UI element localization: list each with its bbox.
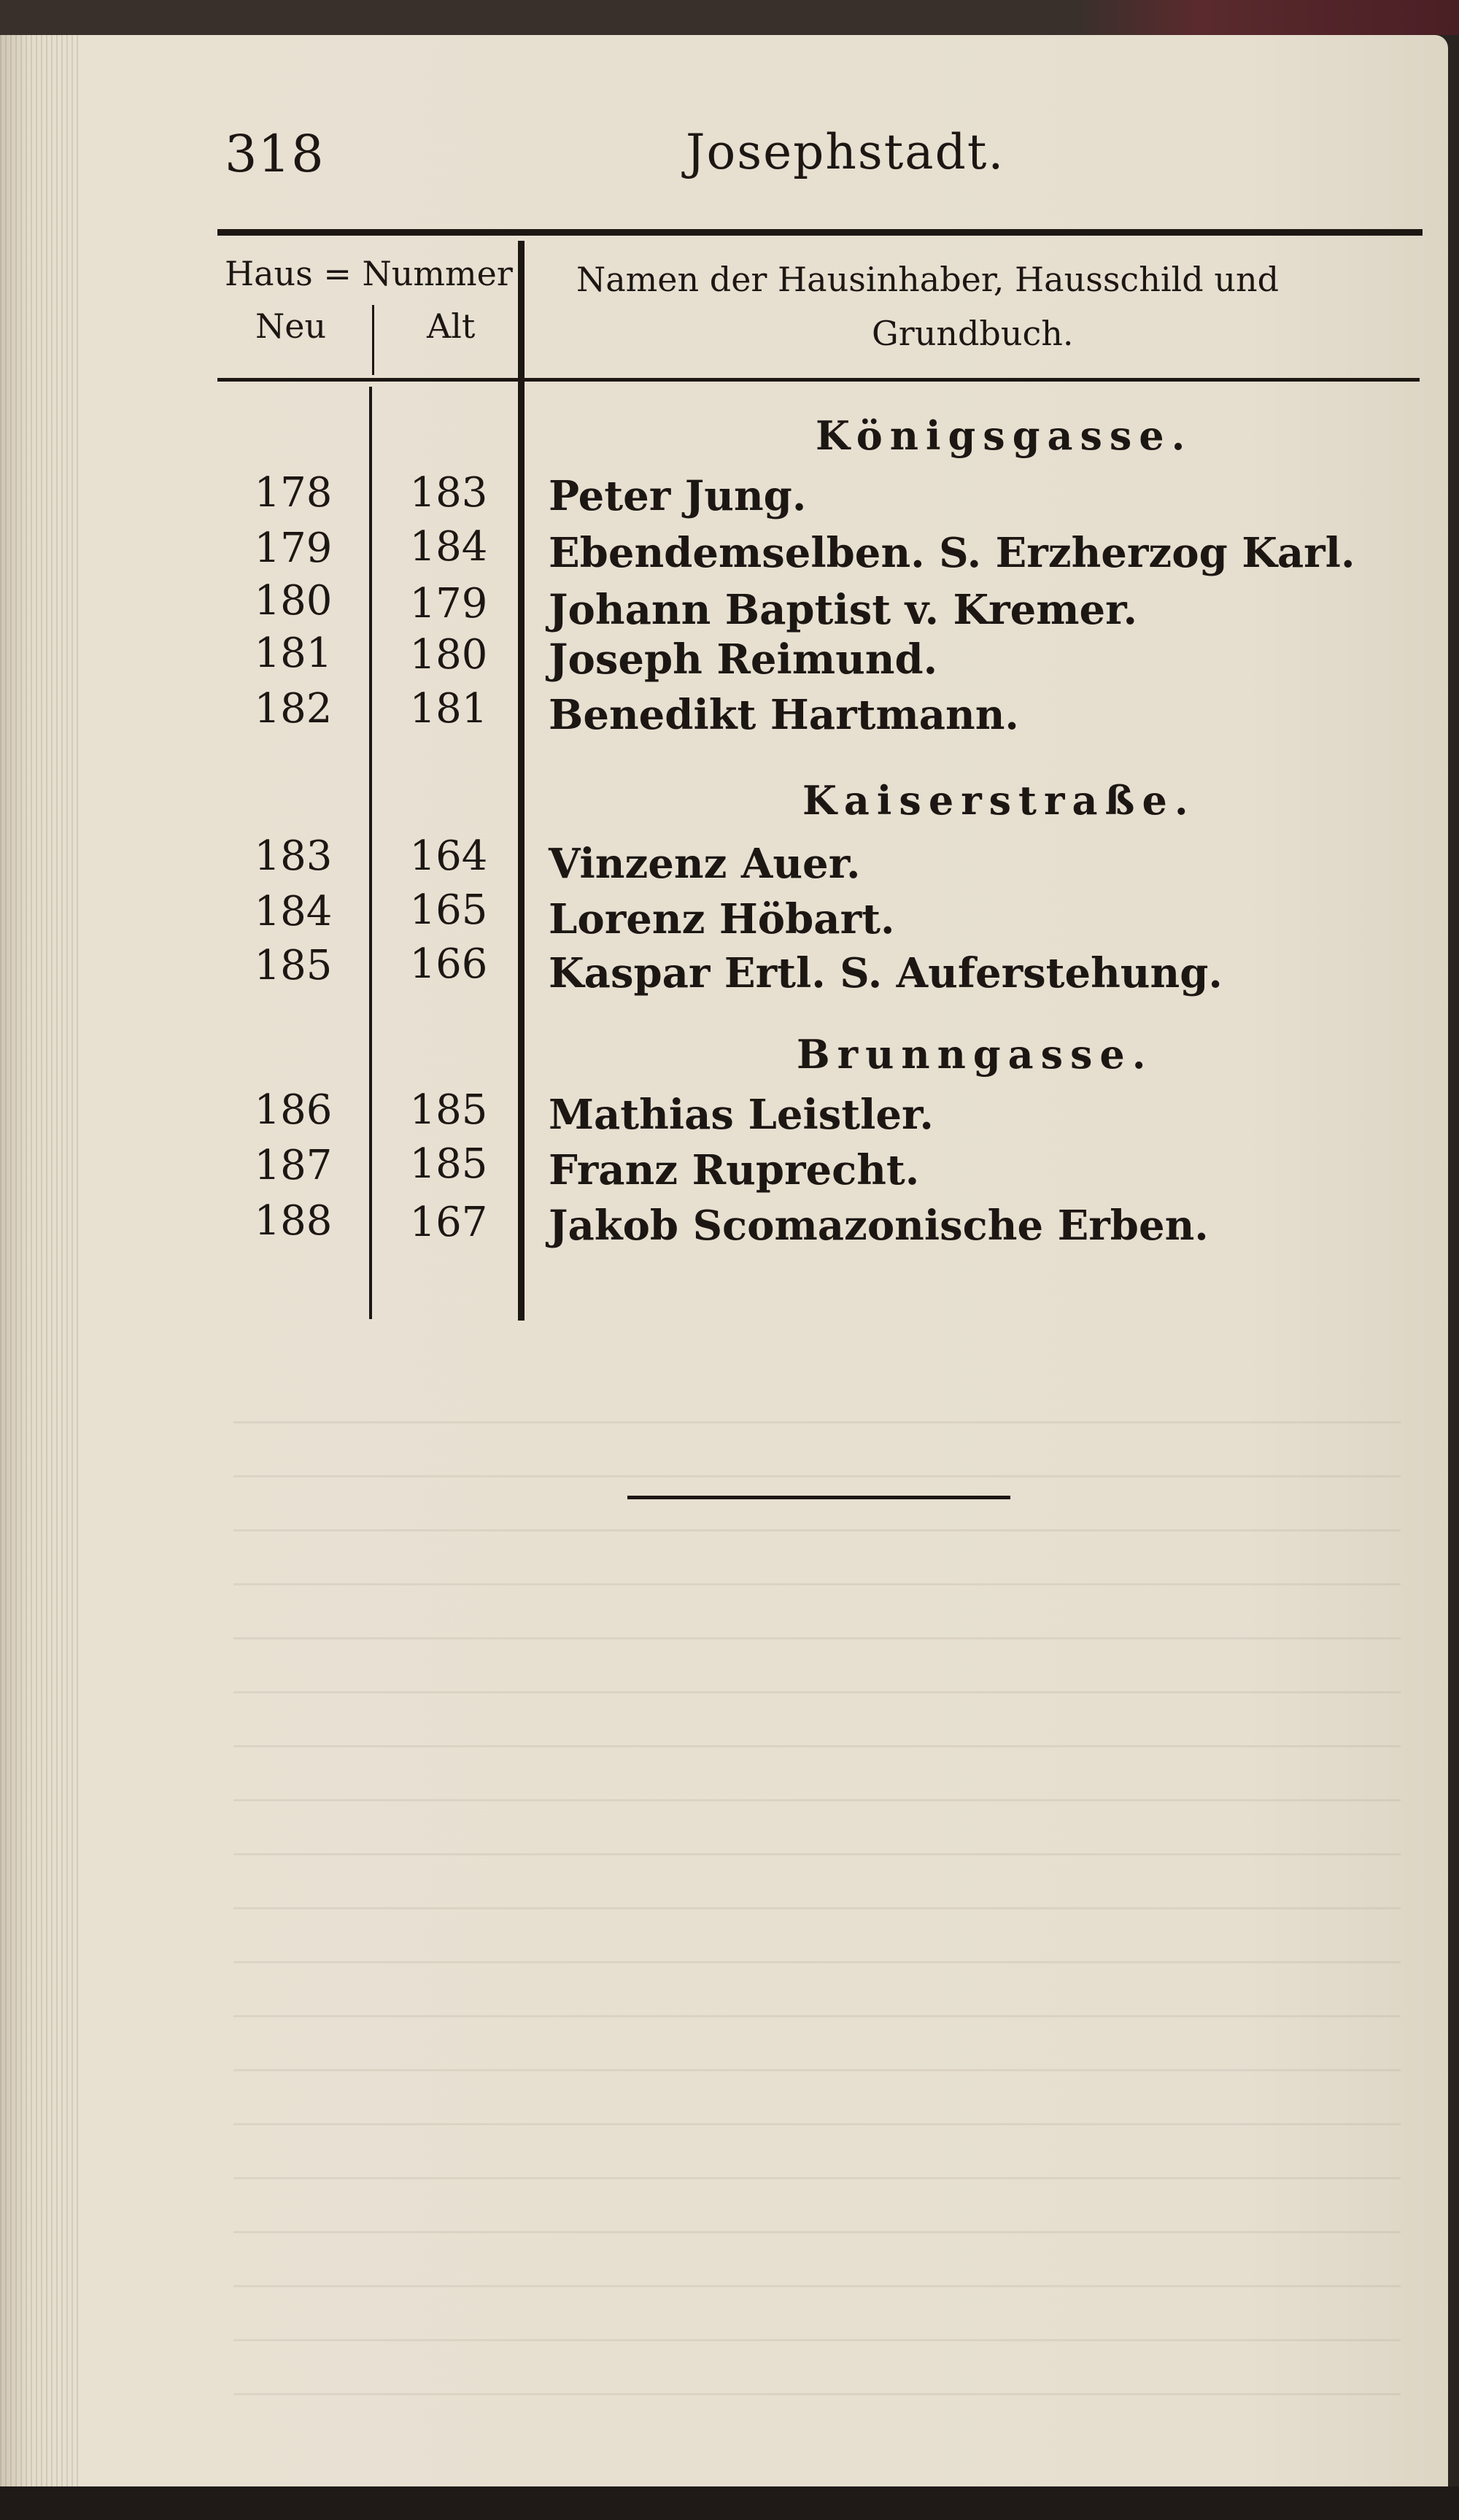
- section-title: Brunngasse.: [797, 1031, 1153, 1078]
- house-number-new: 186: [254, 1086, 333, 1134]
- column-rule-new-old: [369, 387, 372, 1319]
- house-number-old: 166: [409, 940, 488, 988]
- house-number-old: 167: [409, 1199, 488, 1246]
- running-title: Josephstadt.: [686, 124, 1005, 180]
- owner-name: Vinzenz Auer.: [549, 840, 861, 888]
- owner-name: Joseph Reimund.: [549, 635, 938, 684]
- house-number-old: 185: [409, 1086, 488, 1134]
- owner-name: Lorenz Höbart.: [549, 895, 895, 943]
- column-rule-new-old-header: [372, 305, 374, 375]
- house-number-new: 188: [254, 1197, 333, 1245]
- bleed-through-text: [233, 1421, 1401, 2406]
- book-top-edge: [0, 0, 1459, 35]
- house-number-new: 184: [254, 888, 333, 935]
- house-number-old: 180: [409, 631, 488, 679]
- column-header-new: Neu: [255, 306, 327, 346]
- house-number-old: 183: [409, 469, 488, 517]
- names-header-line1: Namen der Hausinhaber, Hausschild und: [576, 260, 1280, 299]
- owner-name: Kaspar Ertl. S. Auferstehung.: [549, 949, 1223, 997]
- house-number-new: 178: [254, 469, 333, 517]
- names-header-line2: Grundbuch.: [872, 314, 1074, 353]
- column-rule-main: [518, 241, 525, 1321]
- house-number-old: 184: [409, 523, 488, 571]
- header-top-rule: [217, 229, 1423, 236]
- house-number-new: 181: [254, 630, 333, 677]
- owner-name: Mathias Leistler.: [549, 1091, 934, 1139]
- owner-name: Franz Ruprecht.: [549, 1146, 920, 1194]
- closing-rule: [627, 1496, 1010, 1499]
- header-bottom-rule: [217, 378, 1420, 382]
- column-header-old: Alt: [427, 306, 476, 346]
- section-title: Königsgasse.: [816, 412, 1193, 459]
- house-number-old: 179: [409, 580, 488, 627]
- house-number-old: 164: [409, 832, 488, 880]
- house-number-new: 185: [254, 942, 333, 989]
- book-page: [0, 35, 1448, 2486]
- section-title: Kaiserstraße.: [802, 777, 1196, 824]
- house-number-new: 179: [254, 525, 333, 572]
- owner-name: Benedikt Hartmann.: [549, 691, 1019, 739]
- owner-name: Peter Jung.: [549, 472, 807, 520]
- house-number-new: 182: [254, 685, 333, 733]
- owner-name: Jakob Scomazonische Erben.: [549, 1202, 1209, 1250]
- owner-name: Ebendemselben. S. Erzherzog Karl.: [549, 529, 1355, 577]
- house-number-old: 185: [409, 1140, 488, 1188]
- house-number-new: 183: [254, 832, 333, 880]
- book-bottom-edge: [0, 2486, 1459, 2520]
- owner-name: Johann Baptist v. Kremer.: [549, 586, 1138, 634]
- house-number-old: 181: [409, 685, 488, 733]
- house-number-new: 180: [254, 577, 333, 625]
- page-number: 318: [225, 124, 325, 184]
- house-number-old: 165: [409, 886, 488, 934]
- house-number-label: Haus = Nummer: [225, 254, 513, 293]
- house-number-new: 187: [254, 1142, 333, 1189]
